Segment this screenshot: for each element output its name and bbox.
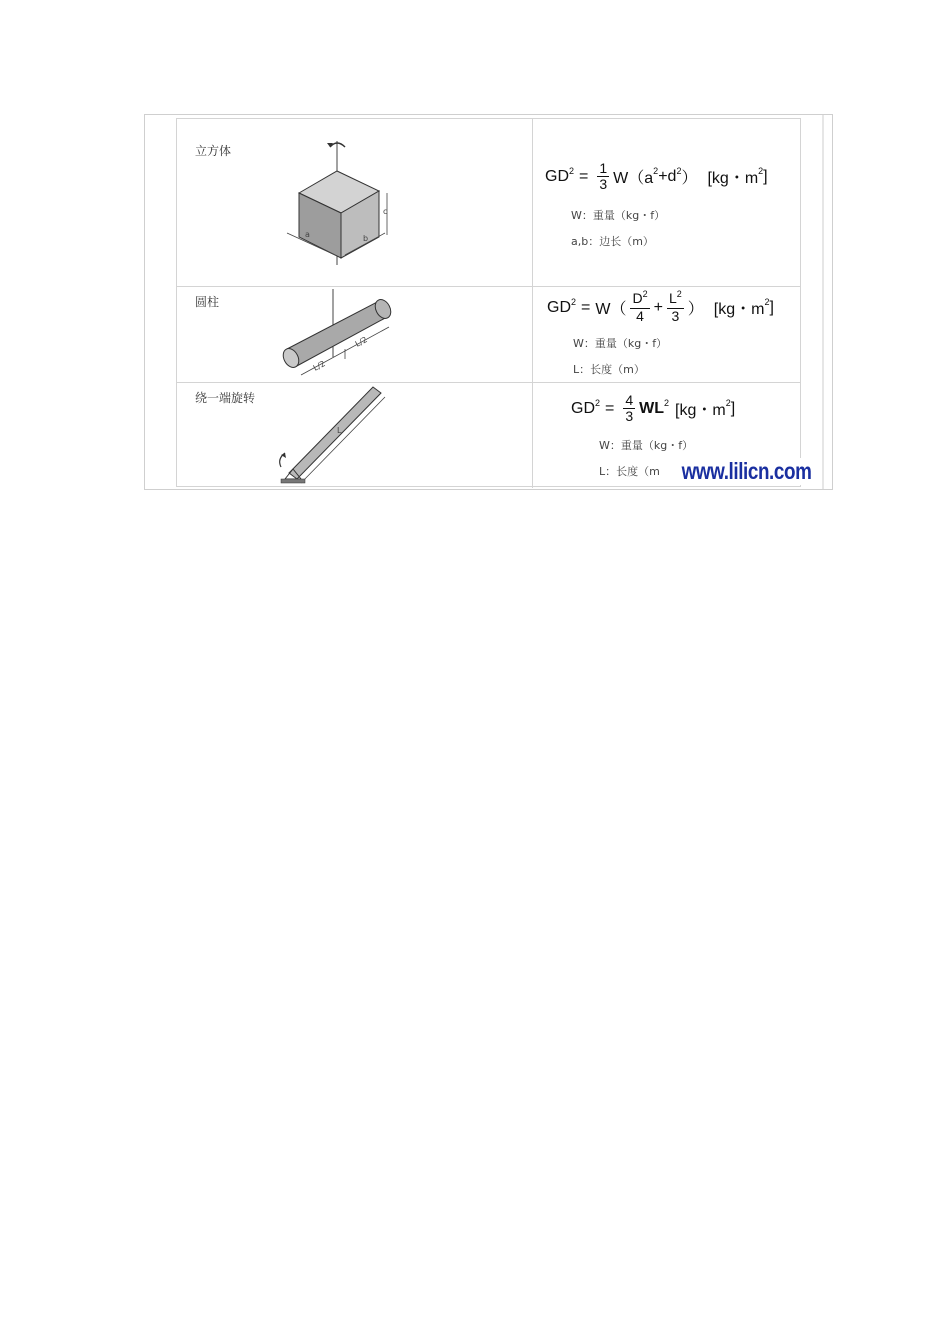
formula-fraction bbox=[623, 393, 635, 424]
formula-sup: 2 bbox=[569, 165, 575, 176]
formula-sup: 2 bbox=[653, 165, 659, 176]
cylinder-drawing bbox=[177, 287, 533, 383]
shape-cell bbox=[177, 383, 533, 488]
formula-cube bbox=[545, 161, 768, 192]
formula-sup: 2 bbox=[664, 397, 670, 408]
formula-body: WL bbox=[639, 399, 665, 417]
dim-label-length: L bbox=[337, 426, 342, 435]
formula-sup: 2 bbox=[725, 397, 731, 408]
formula-table bbox=[176, 118, 801, 487]
formula-body: W（a bbox=[613, 170, 654, 187]
fraction-denominator: 3 bbox=[625, 408, 634, 424]
formula-sup: 2 bbox=[676, 289, 682, 299]
shape-cell bbox=[177, 119, 533, 286]
inertia-formula-figure bbox=[144, 114, 833, 490]
formula-equals: = bbox=[581, 298, 591, 316]
legend-length: L：长度（m bbox=[599, 465, 660, 478]
dim-label-half-length: L/2 bbox=[311, 359, 327, 373]
formula-equals: = bbox=[579, 167, 589, 185]
shape-label: 绕一端旋转 bbox=[195, 391, 256, 405]
formula-unit: [kg・m bbox=[675, 402, 726, 419]
fraction-numerator: 1 bbox=[599, 160, 608, 176]
dim-label-b: b bbox=[363, 234, 369, 243]
formula-unit: [kg・m bbox=[713, 301, 765, 318]
dim-label-a: a bbox=[305, 230, 310, 239]
fraction-numerator-text: D bbox=[632, 290, 643, 306]
formula-cylinder bbox=[547, 291, 774, 324]
formula-unit: ] bbox=[763, 167, 768, 185]
formula-body: W（ bbox=[595, 301, 627, 318]
formula-sup: 2 bbox=[764, 296, 770, 307]
formula-sup: 2 bbox=[571, 296, 577, 307]
table-row-cube bbox=[177, 119, 800, 287]
table-row-cylinder bbox=[177, 287, 800, 383]
formula-sup: 2 bbox=[676, 165, 682, 176]
formula-body: +d bbox=[658, 167, 677, 185]
formula-lhs: GD bbox=[571, 399, 595, 417]
formula-fraction bbox=[597, 161, 609, 192]
rod-drawing bbox=[177, 383, 533, 488]
formula-fraction bbox=[630, 291, 649, 324]
dim-label-half-length: L/2 bbox=[353, 335, 369, 349]
shape-cell bbox=[177, 287, 533, 382]
legend-weight: W：重量（kg・f） bbox=[573, 337, 668, 350]
formula-unit: ] bbox=[730, 399, 736, 417]
formula-lhs: GD bbox=[545, 167, 569, 185]
formula-body: ） bbox=[681, 170, 698, 187]
formula-sup: 2 bbox=[642, 289, 648, 299]
fraction-numerator: 4 bbox=[625, 392, 634, 408]
legend-side-length: a,b：边长（m） bbox=[571, 235, 654, 248]
fraction-numerator bbox=[667, 291, 684, 309]
fraction-denominator: 3 bbox=[671, 308, 680, 324]
formula-sup: 2 bbox=[758, 165, 764, 176]
fraction-denominator: 3 bbox=[599, 176, 608, 192]
fraction-denominator: 4 bbox=[636, 308, 644, 324]
figure-edge-stripe bbox=[822, 115, 824, 489]
fraction-numerator bbox=[630, 291, 649, 309]
watermark-url: www.lilicn.com bbox=[681, 458, 812, 484]
formula-plus: + bbox=[653, 298, 663, 316]
formula-unit: [kg・m bbox=[707, 170, 759, 187]
shape-label: 圆柱 bbox=[195, 295, 220, 309]
formula-cell bbox=[533, 119, 802, 286]
formula-equals: = bbox=[605, 399, 615, 417]
formula-rod bbox=[571, 393, 735, 424]
formula-fraction bbox=[667, 291, 684, 324]
formula-body: ） bbox=[687, 301, 704, 318]
cube-drawing bbox=[177, 119, 533, 287]
fraction-numerator-text: L bbox=[668, 290, 677, 306]
formula-lhs: GD bbox=[547, 298, 571, 316]
dim-label-c: c bbox=[383, 207, 388, 216]
formula-unit: ] bbox=[769, 298, 774, 316]
legend-length: L：长度（m） bbox=[573, 363, 645, 376]
formula-cell bbox=[533, 287, 802, 382]
legend-weight: W：重量（kg・f） bbox=[571, 209, 666, 222]
legend-weight: W：重量（kg・f） bbox=[599, 439, 694, 452]
shape-label: 立方体 bbox=[195, 144, 232, 158]
formula-sup: 2 bbox=[595, 397, 601, 408]
